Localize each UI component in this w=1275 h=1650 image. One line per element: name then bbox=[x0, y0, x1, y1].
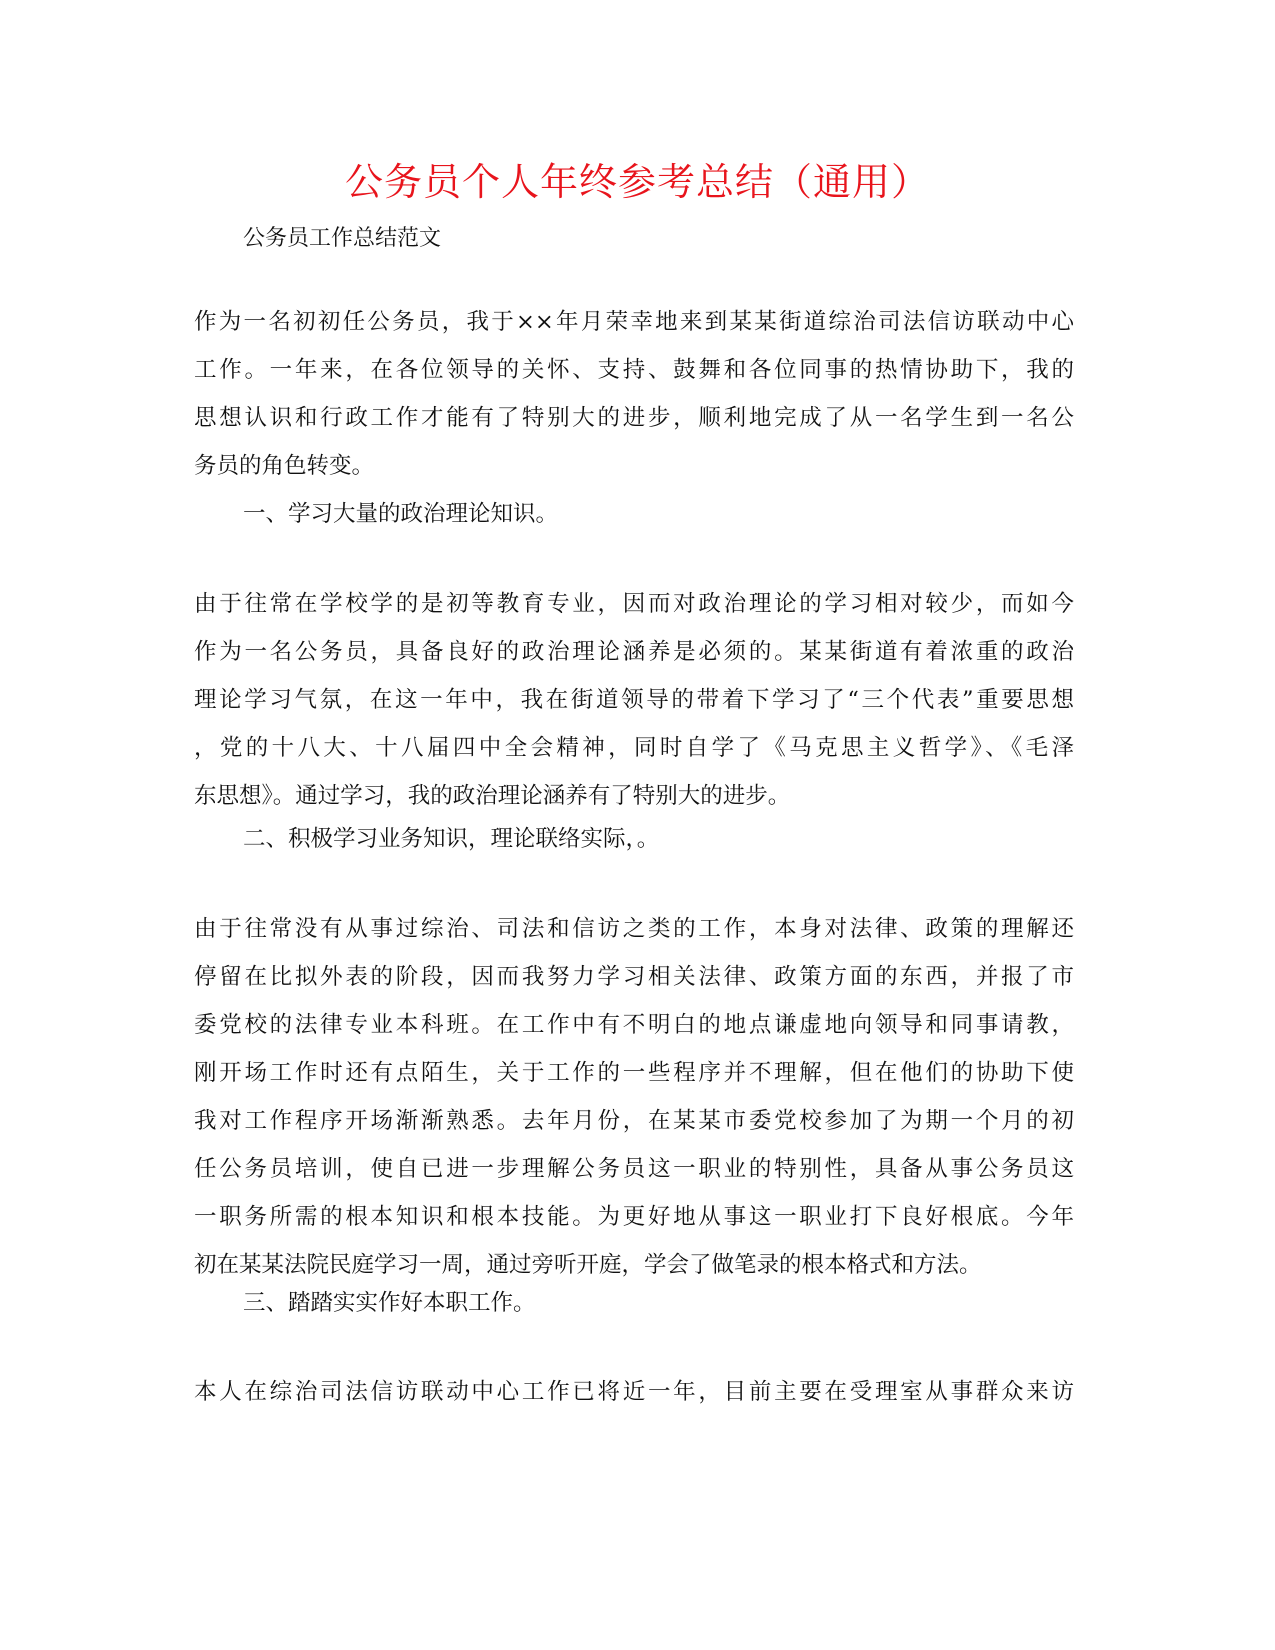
paragraph-line: 工作。一年来，在各位领导的关怀、支持、鼓舞和各位同事的热情协助下，我的 bbox=[194, 357, 1074, 383]
paragraph-line: 作为一名公务员，具备良好的政治理论涵养是必须的。某某街道有着浓重的政治 bbox=[194, 639, 1074, 665]
section-heading-3: 三、踏踏实实作好本职工作。 bbox=[243, 1290, 536, 1316]
section-heading-1: 一、学习大量的政治理论知识。 bbox=[243, 501, 559, 527]
paragraph-line: ，党的十八大、十八届四中全会精神，同时自学了《马克思主义哲学》、《毛泽 bbox=[194, 735, 1074, 761]
document-subtitle: 公务员工作总结范文 bbox=[243, 226, 442, 251]
paragraph-line: 作为一名初初任公务员，我于××年月荣幸地来到某某街道综治司法信访联动中心 bbox=[194, 309, 1074, 335]
paragraph-line: 初在某某法院民庭学习一周，通过旁听开庭，学会了做笔录的根本格式和方法。 bbox=[194, 1252, 982, 1278]
paragraph-line: 委党校的法律专业本科班。在工作中有不明白的地点谦虚地向领导和同事请教， bbox=[194, 1012, 1074, 1038]
paragraph-line: 我对工作程序开场渐渐熟悉。去年月份，在某某市委党校参加了为期一个月的初 bbox=[194, 1108, 1074, 1134]
paragraph-line: 停留在比拟外表的阶段，因而我努力学习相关法律、政策方面的东西，并报了市 bbox=[194, 964, 1074, 990]
document-title: 公务员个人年终参考总结（通用） bbox=[344, 160, 930, 204]
paragraph-line: 刚开场工作时还有点陌生，关于工作的一些程序并不理解，但在他们的协助下使 bbox=[194, 1060, 1074, 1086]
paragraph-line: 思想认识和行政工作才能有了特别大的进步，顺利地完成了从一名学生到一名公 bbox=[194, 405, 1074, 431]
paragraph-section-2 bbox=[194, 905, 1074, 1289]
paragraph-line: 务员的角色转变。 bbox=[194, 453, 375, 479]
paragraph-intro bbox=[194, 298, 1074, 490]
paragraph-line: 任公务员培训，使自已进一步理解公务员这一职业的特别性，具备从事公务员这 bbox=[194, 1156, 1074, 1182]
paragraph-line: 东思想》。通过学习，我的政治理论涵养有了特别大的进步。 bbox=[194, 783, 791, 809]
paragraph-section-1 bbox=[194, 580, 1074, 820]
paragraph-section-3 bbox=[194, 1368, 1074, 1416]
paragraph-line: 一职务所需的根本知识和根本技能。为更好地从事这一职业打下良好根底。今年 bbox=[194, 1204, 1074, 1230]
section-heading-2: 二、积极学习业务知识，理论联络实际，。 bbox=[243, 826, 660, 852]
paragraph-line: 本人在综治司法信访联动中心工作已将近一年，目前主要在受理室从事群众来访 bbox=[194, 1379, 1074, 1405]
paragraph-line: 由于往常没有从事过综治、司法和信访之类的工作，本身对法律、政策的理解还 bbox=[194, 916, 1074, 942]
paragraph-line: 由于往常在学校学的是初等教育专业，因而对政治理论的学习相对较少，而如今 bbox=[194, 591, 1074, 617]
paragraph-line: 理论学习气氛，在这一年中，我在街道领导的带着下学习了“三个代表”重要思想 bbox=[194, 687, 1074, 713]
